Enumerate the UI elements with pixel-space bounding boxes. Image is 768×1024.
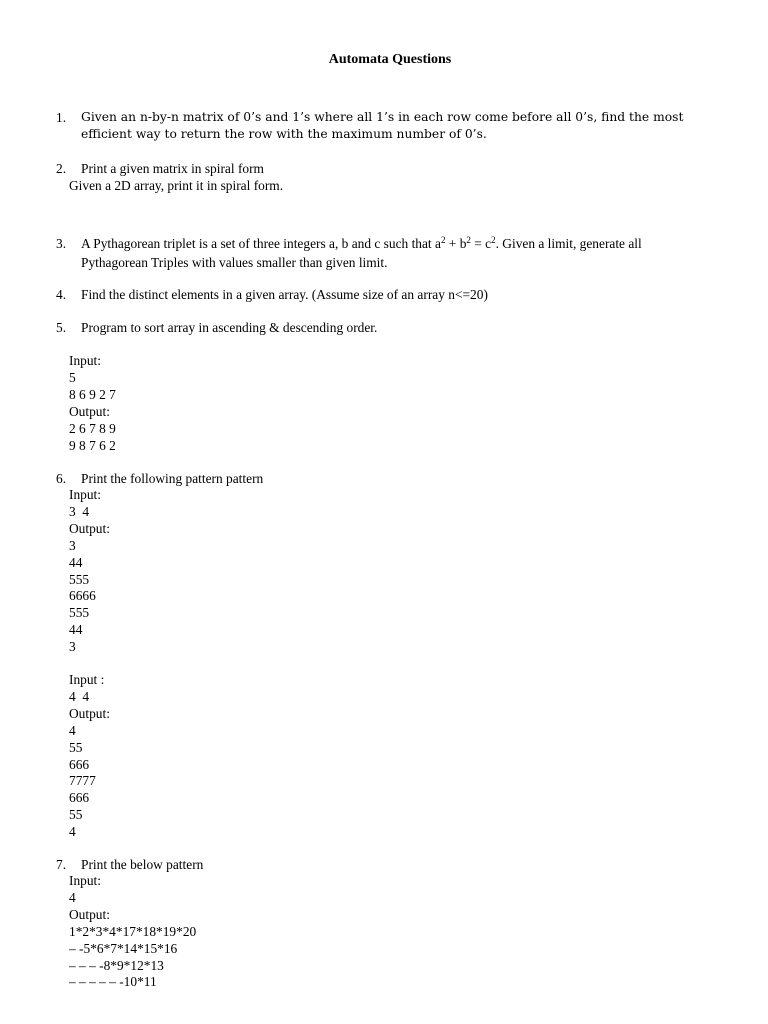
page-title: Automata Questions: [328, 52, 452, 67]
question-number: 7.: [56, 857, 67, 872]
q5-example: Input: 5 8 6 9 2 7 Output: 2 6 7 8 9 9 8 7 6 2: [69, 353, 116, 453]
question-2: [56, 160, 746, 194]
question-text: Find the distinct elements in a given array. (Assume size of an array n<=20): [81, 287, 488, 302]
question-3: [56, 235, 746, 271]
question-text: Given an n-by-n matrix of 0’s and 1’s where all 1’s in each row come before all 0’s, find the most: [81, 110, 684, 124]
question-6: [56, 470, 746, 487]
question-number: 4.: [56, 287, 67, 302]
question-1: [56, 109, 746, 143]
question-7: [56, 856, 746, 873]
question-number: 6.: [56, 471, 67, 486]
question-text: Pythagorean Triples with values smaller than given limit.: [81, 255, 388, 270]
question-5: [56, 319, 746, 336]
question-number: 3.: [56, 236, 67, 251]
question-text: Program to sort array in ascending & descending order.: [81, 320, 378, 335]
question-number: 1.: [56, 110, 67, 125]
question-number: 5.: [56, 320, 67, 335]
question-number: 2.: [56, 161, 67, 176]
question-subtext: Given a 2D array, print it in spiral form.: [69, 178, 284, 193]
q6-example-1: Input: 3 4 Output: 3 44 555 6666 555 44 3: [69, 487, 110, 655]
question-text: Print the following pattern pattern: [81, 471, 264, 486]
question-text: A Pythagorean triplet is a set of three integers a, b and c such that $a^2 + b^2 = c^2$. Given a limit, generate all: [81, 235, 642, 251]
question-text: efficient way to return the row with the maximum number of 0’s.: [81, 127, 487, 141]
question-text: Print a given matrix in spiral form: [81, 161, 264, 176]
q6-example-2: Input : 4 4 Output: 4 55 666 7777 666 55 4: [69, 672, 110, 840]
question-text: Print the below pattern: [81, 857, 204, 872]
question-4: [56, 286, 746, 303]
q7-example: Input: 4 Output: 1*2*3*4*17*18*19*20 – -5*6*7*14*15*16 – – – -8*9*12*13 – – – – – -10*11: [69, 873, 197, 990]
